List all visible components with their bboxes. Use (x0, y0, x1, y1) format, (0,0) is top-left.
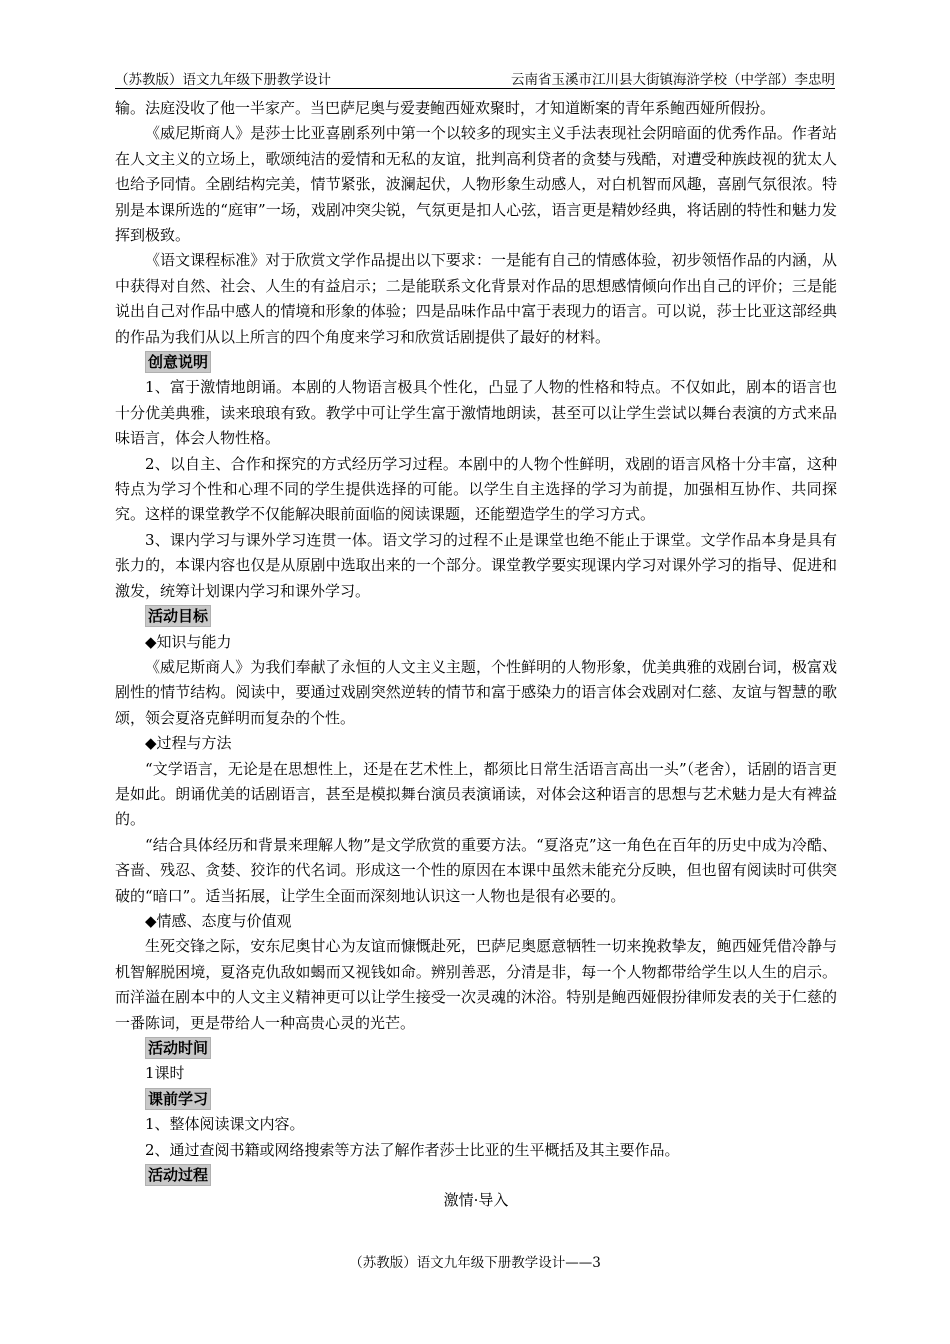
goal-heading-knowledge: ◆知识与能力 (145, 632, 232, 651)
subheading-intro: 激情·导入 (443, 1191, 509, 1210)
paragraph-goal-emotion: 生死交锋之际，安东尼奥甘心为友谊而慷慨赴死，巴萨尼奥愿意牺牲一切来挽救挚友，鲍西娅凭借冷静与机智解脱困境，夏洛克仇敌如蝎而又视钱如命。辨别善恶，分清是非，每一个人物都带给学生以人生的启示。而洋溢在剧本中的人文主义精神更可以让学生接受一次灵魂的沐浴。特别是鲍西娅假扮律师发表的关于仁慈的一番陈词，更是带给人一种高贵心灵的光芒。 (115, 937, 837, 1032)
section-heading-label: 活动目标 (145, 605, 211, 627)
section-heading-label: 活动时间 (145, 1037, 211, 1059)
document-body (115, 96, 837, 1214)
paragraph-goal-process-1: “文学语言，无论是在思想性上，还是在艺术性上，都须比日常生活语言高出一头”（老舍），话剧的语言更是如此。朗诵优美的话剧语言，甚至是模拟舞台演员表演诵读，对体会这种语言的思想与艺术魅力是大有裨益的。 (115, 759, 837, 829)
header-left-text: （苏教版）语文九年级下册教学设计 (115, 72, 331, 88)
header-right-text: 云南省玉溪市江川县大街镇海浒学校（中学部）李忠明 (511, 72, 835, 88)
goal-heading-emotion: ◆情感、态度与价值观 (145, 911, 292, 930)
goal-heading-process: ◆过程与方法 (145, 734, 232, 753)
section-heading-goals (145, 604, 837, 629)
paragraph-time: 1课时 (145, 1064, 185, 1083)
paragraph-intro: 《威尼斯商人》是莎士比亚喜剧系列中第一个以较多的现实主义手法表现社会阴暗面的优秀作品。作者站在人文主义的立场上，歌颂纯洁的爱情和无私的友谊，批判高利贷者的贪婪与残酷，对遭受种族歧视的犹太人也给予同情。全剧结构完美，情节紧张，波澜起伏，人物形象生动感人，对白机智而风趣，喜剧气氛很浓。特别是本课所选的“庭审”一场，戏剧冲突尖锐，气氛更是扣人心弦，语言更是精妙经典，将话剧的特性和魅力发挥到极致。 (115, 124, 837, 245)
paragraph-prestudy-2: 2、通过查阅书籍或网络搜索等方法了解作者莎士比亚的生平概括及其主要作品。 (145, 1140, 680, 1159)
section-heading-process (145, 1163, 837, 1188)
paragraph-goal-process-2: “结合具体经历和背景来理解人物”是文学欣赏的重要方法。“夏洛克”这一角色在百年的历史中成为冷酷、吝啬、残忍、贪婪、狡诈的代名词。形成这一个性的原因在本课中虽然未能充分反映，但也留有阅读时可供突破的“暗口”。适当拓展，让学生全面而深刻地认识这一人物也是很有必要的。 (115, 835, 837, 905)
paragraph-continued: 输。法庭没收了他一半家产。当巴萨尼奥与爱妻鲍西娅欢聚时，才知道断案的青年系鲍西娅所假扮。 (115, 99, 776, 117)
section-heading-prestudy (145, 1087, 837, 1112)
page-footer: （苏教版）语文九年级下册教学设计——3 (349, 1255, 601, 1271)
paragraph-creative-2: 2、以自主、合作和探究的方式经历学习过程。本剧中的人物个性鲜明，戏剧的语言风格十分丰富，这种特点为学习个性和心理不同的学生提供选择的可能。以学生自主选择的学习为前提，加强相互协作、共同探究。这样的课堂教学不仅能解决眼前面临的阅读课题，还能塑造学生的学习方式。 (115, 454, 837, 524)
section-heading-creative (145, 350, 837, 375)
paragraph-prestudy-1: 1、整体阅读课文内容。 (145, 1115, 305, 1134)
paragraph-creative-1: 1、富于激情地朗诵。本剧的人物语言极具个性化，凸显了人物的性格和特点。不仅如此，剧本的语言也十分优美典雅，读来琅琅有致。教学中可让学生富于激情地朗读，甚至可以让学生尝试以舞台表演的方式来品味语言，体会人物性格。 (115, 378, 837, 448)
paragraph-standard: 《语文课程标准》对于欣赏文学作品提出以下要求：一是能有自己的情感体验，初步领悟作品的内涵，从中获得对自然、社会、人生的有益启示；二是能联系文化背景对作品的思想感情倾向作出自己的评价；三是能说出自己对作品中感人的情境和形象的体验；四是品味作品中富于表现力的语言。可以说，莎士比亚这部经典的作品为我们从以上所言的四个角度来学习和欣赏话剧提供了最好的材料。 (115, 251, 837, 346)
section-heading-label: 创意说明 (145, 351, 211, 373)
section-heading-label: 课前学习 (145, 1088, 211, 1110)
section-heading-label: 活动过程 (145, 1164, 211, 1186)
section-heading-time (145, 1036, 837, 1061)
paragraph-creative-3: 3、课内学习与课外学习连贯一体。语文学习的过程不止是课堂也绝不能止于课堂。文学作品本身是具有张力的，本课内容也仅是从原剧中选取出来的一个部分。课堂教学要实现课内学习对课外学习的指导、促进和激发，统筹计划课内学习和课外学习。 (115, 530, 837, 600)
page-header (115, 66, 835, 89)
paragraph-goal-knowledge: 《威尼斯商人》为我们奉献了永恒的人文主义主题，个性鲜明的人物形象，优美典雅的戏剧台词，极富戏剧性的情节结构。阅读中，要通过戏剧突然逆转的情节和富于感染力的语言体会戏剧对仁慈、友谊与智慧的歌颂，领会夏洛克鲜明而复杂的个性。 (115, 657, 837, 727)
